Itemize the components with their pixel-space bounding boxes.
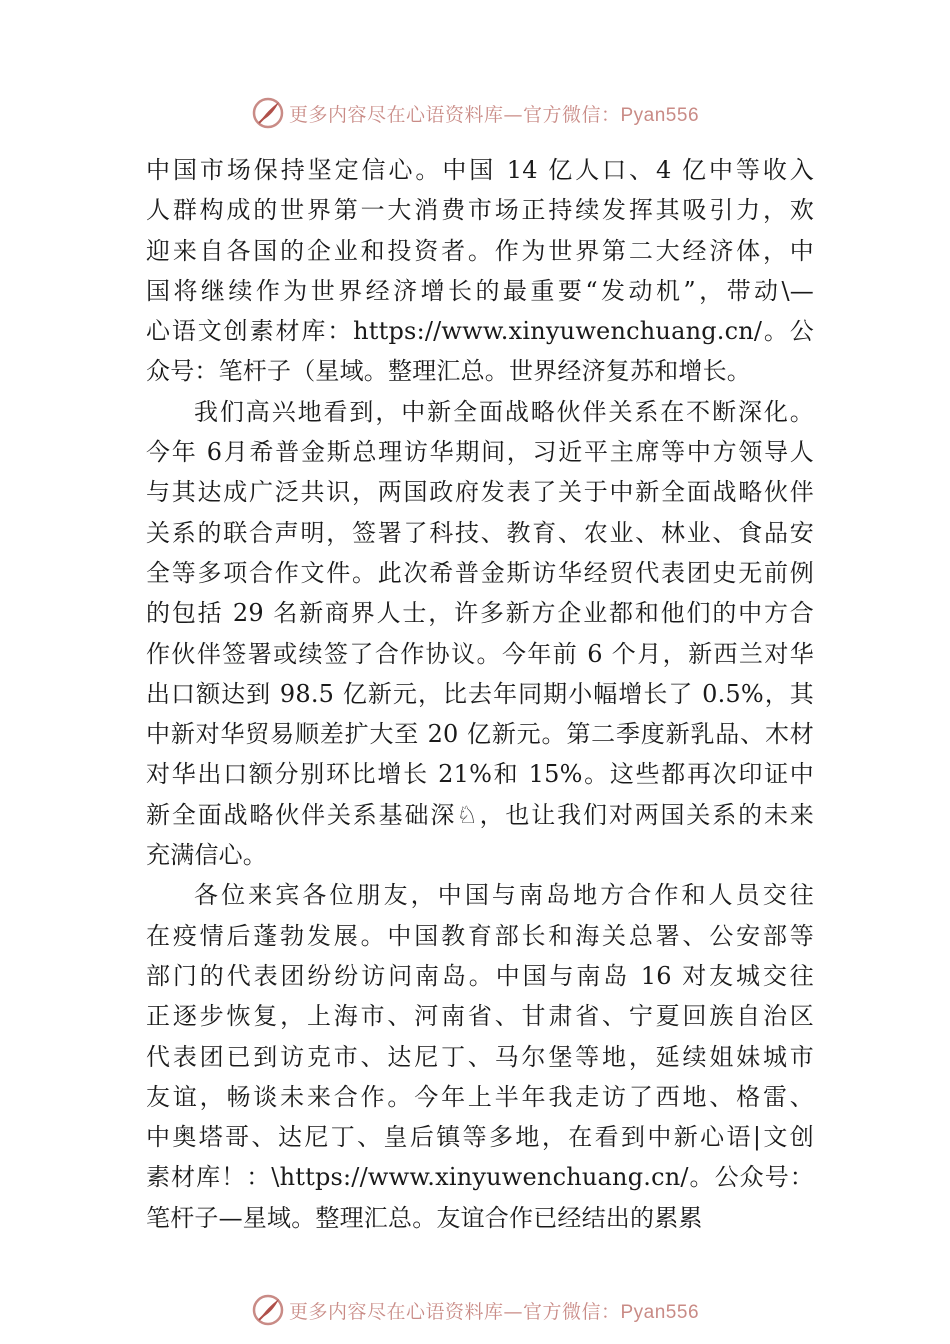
text-line: 中新对华贸易顺差扩大至 20 亿新元。第二季度新乳品、木材	[146, 720, 814, 749]
text-line: 代表团已到访克市、达尼丁、马尔堡等地，延续姐妹城市	[146, 1042, 814, 1071]
text-line: 人群构成的世界第一大消费市场正持续发挥其吸引力，欢	[146, 196, 814, 225]
text-line: 中国市场保持坚定信心。中国 14 亿人口、4 亿中等收入	[146, 156, 814, 184]
text-line: 对华出口额分别环比增长 21%和 15%。这些都再次印证中	[146, 760, 814, 789]
text-line: 正逐步恢复，上海市、河南省、甘肃省、宁夏回族自治区	[146, 1002, 814, 1031]
text-line: 出口额达到 98.5 亿新元，比去年同期小幅增长了 0.5%，其	[146, 679, 814, 708]
text-line: 国将继续作为世界经济增长的最重要“发动机”，带动\—	[146, 276, 814, 305]
footer-banner-text: 更多内容尽在心语资料库—官方微信：Pyan556	[288, 1300, 700, 1323]
text-line: 各位来宾各位朋友，中国与南岛地方合作和人员交往	[194, 881, 814, 910]
text-line: 作伙伴签署或续签了合作协议。今年前 6 个月，新西兰对华	[146, 639, 814, 668]
text-line: 心语文创素材库：https://www.xinyuwenchuang.cn/。公	[146, 317, 814, 346]
text-line: 充满信心。	[146, 841, 267, 870]
text-line: 关系的联合声明，签署了科技、教育、农业、林业、食品安	[146, 518, 814, 547]
paragraph	[146, 150, 814, 392]
footer-banner	[0, 1290, 950, 1330]
paragraph	[146, 392, 814, 876]
quill-logo-icon	[251, 1293, 285, 1327]
text-line: 与其达成广泛共识，两国政府发表了关于中新全面战略伙伴	[146, 478, 814, 507]
quill-logo-icon	[251, 96, 285, 130]
text-line: 在疫情后蓬勃发展。中国教育部长和海关总署、公安部等	[146, 921, 814, 950]
text-line: 的包括 29 名新商界人士，许多新方企业都和他们的中方合	[146, 599, 814, 628]
text-line: 迎来自各国的企业和投资者。作为世界第二大经济体，中	[146, 236, 814, 265]
text-line: 友谊，畅谈未来合作。今年上半年我走访了西地、格雷、	[146, 1082, 814, 1111]
text-line: 部门的代表团纷纷访问南岛。中国与南岛 16 对友城交往	[146, 961, 814, 990]
header-banner-text: 更多内容尽在心语资料库—官方微信：Pyan556	[288, 103, 700, 126]
text-line: 众号：笔杆子（星域。整理汇总。世界经济复苏和增长。	[146, 357, 751, 386]
header-banner	[0, 93, 950, 133]
wechat-id: Pyan556	[620, 104, 700, 126]
document-body	[146, 150, 814, 1238]
text-line: 中奥塔哥、达尼丁、皇后镇等多地，在看到中新心语|文创	[146, 1123, 814, 1152]
text-line: 素材库！：\https://www.xinyuwenchuang.cn/。公众号：	[146, 1163, 814, 1192]
paragraph	[146, 875, 814, 1238]
wechat-id: Pyan556	[620, 1301, 700, 1323]
text-line: 全等多项合作文件。此次希普金斯访华经贸代表团史无前例	[146, 558, 814, 587]
text-line: 今年 6月希普金斯总理访华期间，习近平主席等中方领导人	[146, 438, 814, 467]
text-line: 我们高兴地看到，中新全面战略伙伴关系在不断深化。	[194, 397, 814, 426]
text-line: 笔杆子—星域。整理汇总。友谊合作已经结出的累累	[146, 1203, 703, 1232]
text-line: 新全面战略伙伴关系基础深♘，也让我们对两国关系的未来	[146, 800, 814, 829]
